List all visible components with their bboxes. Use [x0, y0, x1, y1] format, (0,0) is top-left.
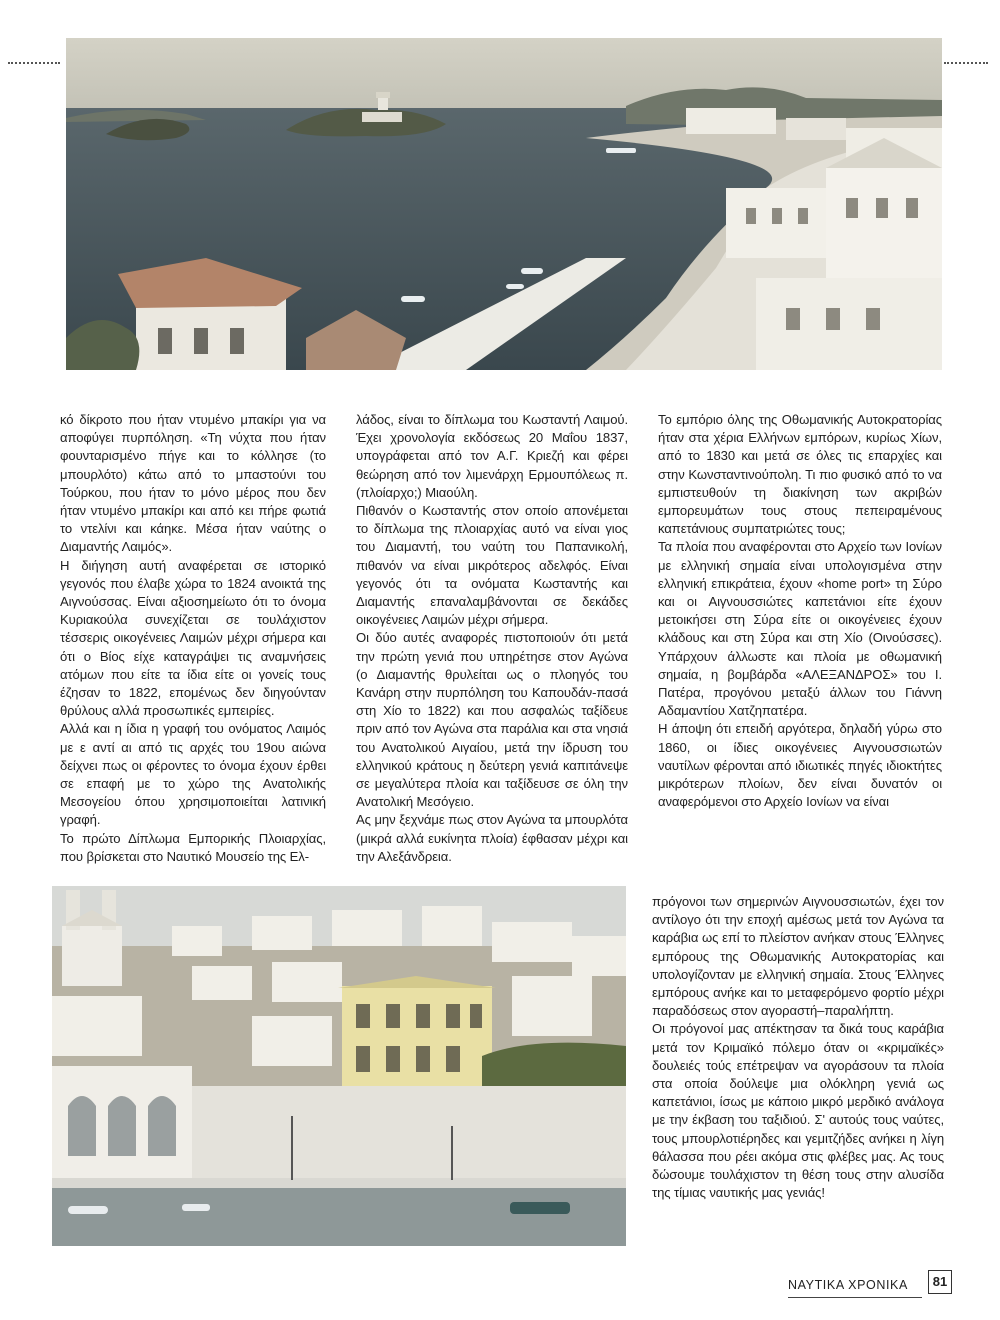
page-number: 81	[928, 1270, 952, 1294]
paragraph: κό δίκροτο που ήταν ντυμένο μπακίρι για να αποφύγει πυρπόληση. «Τη νύχτα που ήταν φουνταρισμένο πήγε και το κόλλησε (το μπουρλότο) κάτω από το μπαστούνι του Τούρκου, που ήταν το μόνο μέρος που δεν ήταν ντυμένο μπακίρι και από κει πήρε φωτιά το ντελίνι και κάηκε. Μέσα ήταν ναύτης ο Διαμαντής Λαιμός».	[60, 412, 326, 555]
text-column-3-bottom	[652, 893, 944, 1202]
paragraph: Αλλά και η ίδια η γραφή του ονόματος Λαιμός με ε αντί αι από τις αρχές του 19ου αιώνα δείχνει πως οι φέροντες το όνομα έχουν έρθει σε επαφή με το χώρο της Ανατολικής Μεσογείου όπου χρησιμοποιείται λατινική γραφή.	[60, 721, 326, 828]
paragraph: Τα πλοία που αναφέρονται στο Αρχείο των Ιονίων με ελληνική σημαία είναι υπολογισμένα στην ελληνική επικράτεια, έχουν «home port» τη Σύρο και οι Αιγνουσσιώτες καπετάνιοι είτε έχουν μετοικήσει στη Σύρα είτε οι οικογένειες έχουν κλάδους και στη Σύρα και στη Χίο (Οινούσσες). Υπάρχουν άλλωστε και πλοία με οθωμανική σημαία, η βομβάρδα «ΑΛΕΞΑΝΔΡΟΣ» του Ι. Πατέρα, προγόνου μεταξύ άλλων του Γιάννη Αδαμαντίου Χατζηπατέρα.	[658, 539, 942, 719]
text-column-1	[60, 411, 326, 866]
text-column-3-top	[658, 411, 942, 811]
footer-rule	[788, 1297, 922, 1298]
village-photo	[52, 886, 626, 1246]
paragraph: Το πρώτο Δίπλωμα Εμπορικής Πλοιαρχίας, που βρίσκεται στο Ναυτικό Μουσείο της Ελ-	[60, 830, 326, 864]
magazine-name: ΝΑΥΤΙΚΑ ΧΡΟΝΙΚΑ	[788, 1278, 908, 1292]
harbor-photo-illustration	[66, 38, 942, 370]
village-photo-illustration	[52, 886, 626, 1246]
paragraph: Ας μην ξεχνάμε πως στον Αγώνα τα μπουρλότα (μικρά αλλά ευκίνητα πλοία) έφθασαν μέχρι και την Αλεξάνδρεια.	[356, 812, 628, 864]
text-column-2	[356, 411, 628, 866]
paragraph: πρόγονοι των σημερινών Αιγνουσσιωτών, έχει τον αντίλογο ότι την εποχή αμέσως μετά τον Αγώνα τα καράβια ως επί το πλείστον ανήκαν στους Έλληνες εμπόρους της Οθωμανικής Αυτοκρατορίας και υπολογίζονταν με ελληνική σημαία. Στους Έλληνες εμπόρους ανήκε και το μεταφερόμενο φορτίο μέχρι παραδόσεως στον αγοραστή–παραλήπτη.	[652, 894, 944, 1019]
paragraph: Η άποψη ότι επειδή αργότερα, δηλαδή γύρω στο 1860, οι ίδιες οικογένειες Αιγνουσσιωτών ναυτίλων φέρονται από ιδιωτικές πηγές ιδιοκτήτες μικρότερων πλοίων, δεν είναι δυνατόν οι αναφερόμενοι στο Αρχείο Ιονίων να είναι	[658, 721, 942, 810]
dotted-rule-right	[944, 62, 988, 64]
dotted-rule-left	[8, 62, 60, 64]
paragraph: Οι πρόγονοί μας απέκτησαν τα δικά τους καράβια μετά τον Κριμαϊκό πόλεμο όταν οι «κριμαϊκές» δουλειές τούς επέτρεψαν να αγοράσουν τα πλοία στα οποία δούλεψε μια ολόκληρη γενιά ως καπετάνιοι, ίσως με κάποιο μικρό μερδικό ανάλογα με την έκβαση του ταξιδιού. Σ' αυτούς τους ναύτες, τους μπουρλοτιέρηδες και γεμιτζήδες ανήκει η λίγη θάλασσα που ρέει ακόμα στις φλέβες μας. Ας τους δώσουμε τουλάχιστον τη θέση τους στην αλυσίδα της τίμιας ναυτικής μας γενιάς!	[652, 1021, 944, 1201]
paragraph: Το εμπόριο όλης της Οθωμανικής Αυτοκρατορίας ήταν στα χέρια Ελλήνων εμπόρων, κυρίως Χίων, από το 1830 και μετά σε όλες τις επαρχίες και στην Κωνσταντινούπολη. Τι πιο φυσικό από το να εμπιστευθούν τη διακίνηση των ακριβών εμπορευμάτων τους στους πεπειραμένους καπετάνιους συμπατριώτες τους;	[658, 412, 942, 537]
paragraph: Πιθανόν ο Κωσταντής στον οποίο απονέμεται το δίπλωμα της πλοιαρχίας αυτό να είναι γιος του Διαμαντή, του ναύτη του Παπανικολή, πιθανόν να είναι μικρότερος αδελφός. Είναι γεγονός ότι τα ονόματα Κωσταντής και Διαμαντής επαναλαμβάνονται σε δεκάδες οικογένειες Λαιμών μέχρι σήμερα.	[356, 503, 628, 628]
paragraph: Οι δύο αυτές αναφορές πιστοποιούν ότι μετά την πρώτη γενιά που υπηρέτησε στον Αγώνα (ο Διαμαντής θρυλείται ως ο πλοηγός του Κανάρη στην πυρπόληση του Καπουδάν-πασά στη Χίο το 1822) και που ασφαλώς ταξίδευε πριν από τον Αγώνα στα παράλια και στα νησιά του Ανατολικού Αιγαίου, μετά την ίδρυση του ελληνικού κράτους η δεύτερη γενιά καπιτάνεψε σε μεγαλύτερα πλοία και ταξίδευσε σε όλη την Ανατολική Μεσόγειο.	[356, 630, 628, 810]
paragraph: λάδος, είναι το δίπλωμα του Κωσταντή Λαιμού. Έχει χρονολογία εκδόσεως 20 Μαΐου 1837, υπογράφεται από τον Α.Γ. Κριεζή και φέρει θεώρηση από τον λιμενάρχη Ερμουπόλεως π. (πλοίαρχο;) Μιαούλη.	[356, 412, 628, 500]
paragraph: Η διήγηση αυτή αναφέρεται σε ιστορικό γεγονός που έλαβε χώρα το 1824 ανοικτά της Αιγνούσσας. Είναι αξιοσημείωτο ότι το όνομα Κυριακούλα συνεχίζεται σε τουλάχιστον τέσσερις οικογένειες Λαιμών μέχρι σήμερα και ότι ο Βίος είχε καταγράψει τις αναμνήσεις ατόμων που είτε τα ίδια είτε οι γονείς τους έζησαν το 1822, επομένως δεν διηγούνταν θρύλους αλλά προσωπικές εμπειρίες.	[60, 557, 326, 719]
harbor-photo	[66, 38, 942, 370]
